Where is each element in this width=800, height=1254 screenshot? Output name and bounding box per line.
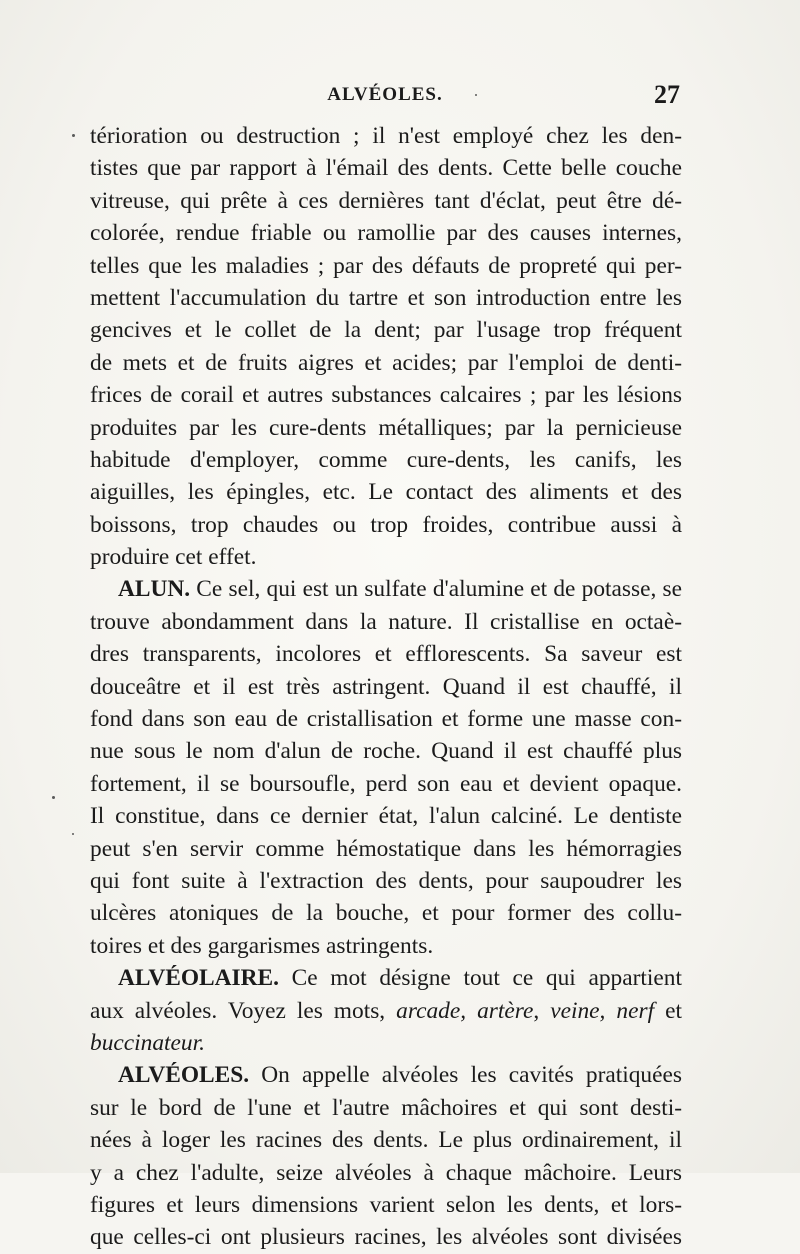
text-line: frices de corail et autres substances calcaires ; par les lésions	[90, 382, 682, 409]
entry-alveoles-first-line	[90, 1059, 682, 1091]
text-line: peut s'en servir comme hémostatique dans les hémorragies	[90, 835, 682, 862]
text-line: telles que les maladies ; par des défauts de propreté qui per-	[90, 252, 682, 279]
entry-text: et	[665, 997, 682, 1024]
cross-reference: nerf	[616, 997, 655, 1024]
page-number: 27	[654, 80, 680, 109]
text-line: que celles-ci ont plusieurs racines, les alvéoles sont divisées	[90, 1224, 682, 1251]
text-line: nées à loger les racines des dents. Le plus ordinairement, il	[90, 1127, 682, 1154]
text-line: toires et des gargarismes astringents.	[90, 932, 434, 959]
text-line: figures et leurs dimensions varient selon les dents, et lors-	[90, 1191, 682, 1218]
entry-alveolaire-third-line	[90, 1027, 682, 1059]
entry-alveolaire-first-line	[90, 962, 682, 994]
text-line: Il constitue, dans ce dernier état, l'alun calciné. Le dentiste	[90, 803, 682, 830]
cross-reference: buccinateur.	[90, 1029, 205, 1056]
running-head	[90, 80, 680, 114]
text-line: trouve abondamment dans la nature. Il cristallise en octaè-	[90, 608, 682, 635]
entry-term-alveoles: ALVÉOLES.	[118, 1062, 250, 1089]
running-title: ALVÉOLES.	[327, 84, 443, 105]
text-line: gencives et le collet de la dent; par l'usage trop fréquent	[90, 317, 682, 344]
entry-alveolaire-second-line: aux alvéoles. Voyez les mots, arcade, artère, veine, nerf et	[90, 997, 682, 1024]
entry-term-alun: ALUN.	[118, 576, 191, 603]
paper-speck	[72, 134, 75, 137]
cross-reference: veine,	[550, 997, 606, 1024]
entry-text: Ce mot désigne tout ce qui appartient	[278, 965, 682, 992]
text-line: vitreuse, qui prête à ces dernières tant d'éclat, peut être dé-	[90, 187, 682, 214]
text-line: tistes que par rapport à l'émail des dents. Cette belle couche	[90, 155, 682, 182]
entry-term-alveolaire: ALVÉOLAIRE.	[118, 965, 279, 992]
text-line: produire cet effet.	[90, 544, 257, 571]
text-line: mettent l'accumulation du tartre et son introduction entre les	[90, 284, 682, 311]
text-line: ulcères atoniques de la bouche, et pour former des collu-	[90, 900, 682, 927]
paper-speck	[72, 833, 74, 835]
entry-text: Ce sel, qui est un sulfate d'alumine et de potasse, se	[190, 576, 682, 603]
text-line: térioration ou destruction ; il n'est employé chez les den-	[90, 123, 682, 149]
text-line: fond dans son eau de cristallisation et forme une masse con-	[90, 706, 682, 733]
text-line: de mets et de fruits aigres et acides; par l'emploi de denti-	[90, 349, 682, 376]
entry-text: On appelle alvéoles les cavités pratiquées	[249, 1062, 682, 1089]
text-line: qui font suite à l'extraction des dents, pour saupoudrer les	[90, 867, 682, 894]
text-line: nue sous le nom d'alun de roche. Quand il est chauffé plus	[90, 738, 682, 765]
text-line: colorée, rendue friable ou ramollie par des causes internes,	[90, 220, 682, 247]
text-line: sur le bord de l'une et l'autre mâchoires et qui sont desti-	[90, 1094, 682, 1121]
entry-text: aux alvéoles. Voyez les mots,	[90, 997, 397, 1024]
text-line: dres transparents, incolores et efflorescents. Sa saveur est	[90, 641, 682, 668]
cross-reference: arcade,	[396, 997, 467, 1024]
paper-speck	[475, 94, 477, 96]
text-line: y a chez l'adulte, seize alvéoles à chaque mâchoire. Leurs	[90, 1159, 682, 1186]
text-line: aiguilles, les épingles, etc. Le contact des aliments et des	[90, 479, 682, 506]
paper-speck	[52, 796, 55, 799]
cross-reference: artère	[477, 997, 534, 1024]
text-line: fortement, il se boursoufle, perd son eau et devient opaque.	[90, 770, 682, 797]
text-line: douceâtre et il est très astringent. Quand il est chauffé, il	[90, 673, 682, 700]
text-line: produites par les cure-dents métalliques; par la pernicieuse	[90, 414, 682, 441]
body-text	[90, 120, 682, 1254]
text-line: habitude d'employer, comme cure-dents, les canifs, les	[90, 446, 682, 473]
text-line: boissons, trop chaudes ou trop froides, contribue aussi à	[90, 511, 682, 538]
entry-alun-first-line	[90, 573, 682, 605]
